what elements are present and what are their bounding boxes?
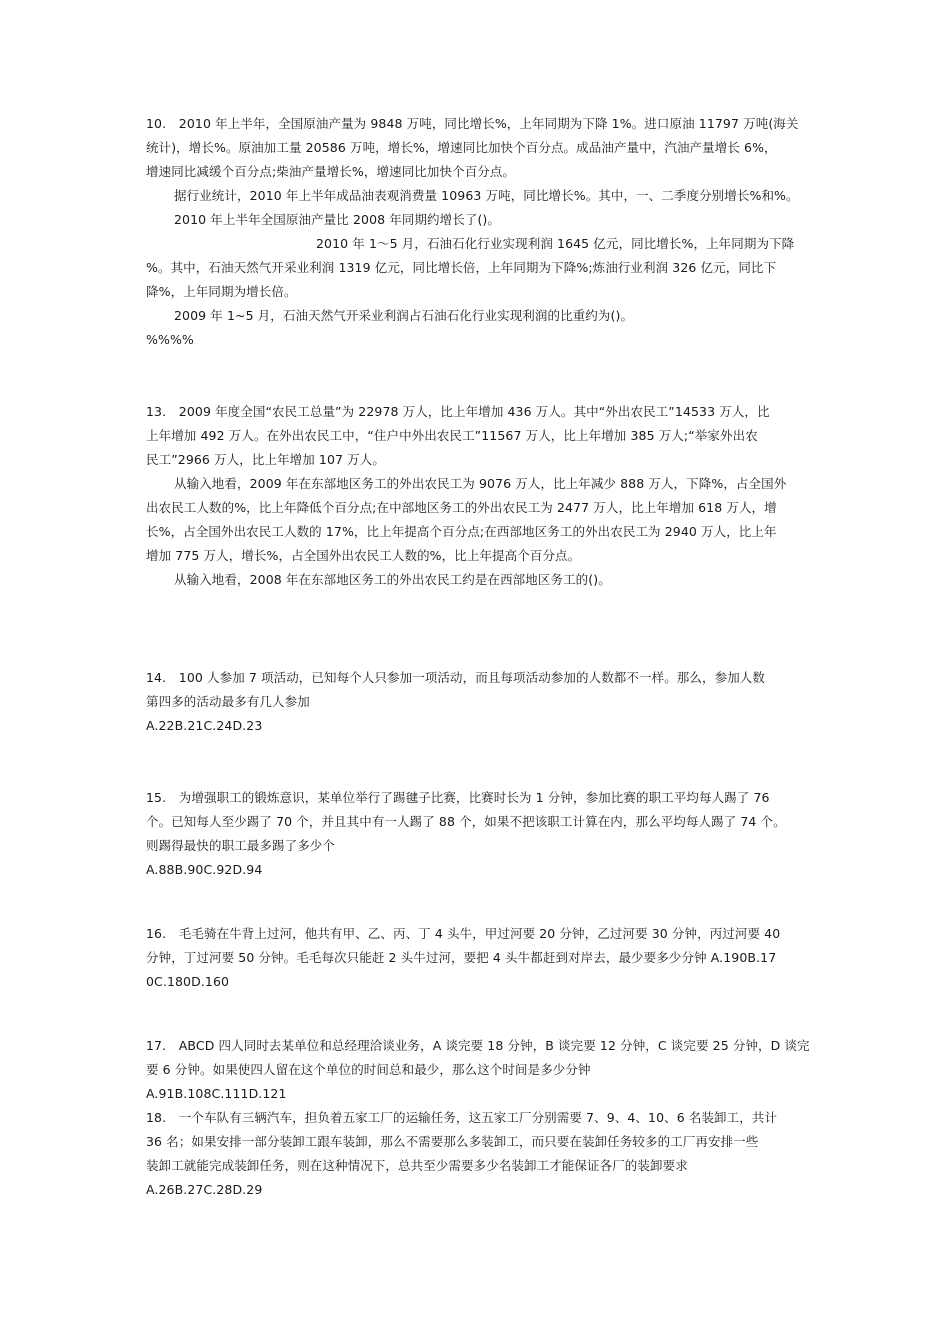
spacer xyxy=(146,994,814,1034)
q18-line: 36 名；如果安排一部分装卸工跟车装卸，那么不需要那么多装卸工，而只要在装卸任务较多的工厂再安排一些 xyxy=(146,1134,759,1149)
q15-line: 个。已知每人至少踢了 70 个，并且其中有一人踢了 88 个，如果不把该职工计算在内，那么平均每人踢了 74 个。 xyxy=(146,814,786,829)
q13-line: 13. 2009 年度全国“农民工总量”为 22978 万人，比上年增加 436 万人。其中“外出农民工”14533 万人，比 xyxy=(146,404,770,419)
q17-options: A.91B.108C.111D.121 xyxy=(146,1086,287,1101)
q13-line: 出农民工人数的%，比上年降低个百分点;在中部地区务工的外出农民工为 2477 万人，比上年增加 618 万人，增 xyxy=(146,500,777,515)
spacer xyxy=(146,640,814,666)
q17-line: 17. ABCD 四人同时去某单位和总经理洽谈业务，A 谈完要 18 分钟，B 谈完要 12 分钟，C 谈完要 25 分钟，D 谈完 xyxy=(146,1038,810,1053)
q10-line: 增速同比减缓个百分点;柴油产量增长%，增速同比加快个百分点。 xyxy=(146,164,516,179)
q10-line: %。其中，石油天然气开采业利润 1319 亿元，同比增长倍，上年同期为下降%;炼油行业利润 326 亿元，同比下 xyxy=(146,260,777,275)
spacer xyxy=(146,352,814,400)
spacer xyxy=(146,592,814,640)
spacer xyxy=(146,882,814,922)
q13-line: 上年增加 492 万人。在外出农民工中，“住户中外出农民工”11567 万人，比上年增加 385 万人;“举家外出农 xyxy=(146,428,758,443)
question-10 xyxy=(146,112,814,352)
q13-line: 民工”2966 万人，比上年增加 107 万人。 xyxy=(146,452,385,467)
q13-line: 从输入地看，2008 年在东部地区务工的外出农民工约是在西部地区务工的()。 xyxy=(174,572,611,587)
question-14 xyxy=(146,666,814,738)
q18-line: 18. 一个车队有三辆汽车，担负着五家工厂的运输任务，这五家工厂分别需要 7、9、4、10、6 名装卸工，共计 xyxy=(146,1110,778,1125)
q10-line: 2010 年 1～5 月，石油石化行业实现利润 1645 亿元，同比增长%，上年同期为下降 xyxy=(316,236,795,251)
q13-line: 增加 775 万人，增长%，占全国外出农民工人数的%，比上年提高个百分点。 xyxy=(146,548,581,563)
q13-line: 从输入地看，2009 年在东部地区务工的外出农民工为 9076 万人，比上年减少 888 万人，下降%，占全国外 xyxy=(174,476,787,491)
question-17 xyxy=(146,1034,814,1106)
q18-line: 装卸工就能完成装卸任务，则在这种情况下，总共至少需要多少名装卸工才能保证各厂的装卸要求 xyxy=(146,1158,688,1173)
q15-line: 则踢得最快的职工最多踢了多少个 xyxy=(146,838,336,853)
q10-line: 2010 年上半年全国原油产量比 2008 年同期约增长了()。 xyxy=(174,212,500,227)
document-page xyxy=(146,112,814,1202)
q10-line: 据行业统计，2010 年上半年成品油表观消费量 10963 万吨，同比增长%。其中，一、二季度分别增长%和%。 xyxy=(174,188,799,203)
q13-line: 长%，占全国外出农民工人数的 17%，比上年提高个百分点;在西部地区务工的外出农民工为 2940 万人，比上年 xyxy=(146,524,777,539)
q10-line: %%%% xyxy=(146,332,194,347)
q10-line: 统计)，增长%。原油加工量 20586 万吨，增长%，增速同比加快个百分点。成品油产量中，汽油产量增长 6%， xyxy=(146,140,777,155)
spacer xyxy=(146,738,814,786)
q15-options: A.88B.90C.92D.94 xyxy=(146,862,263,877)
q10-line: 2009 年 1~5 月，石油天然气开采业利润占石油石化行业实现利润的比重约为()。 xyxy=(174,308,634,323)
q10-line: 降%，上年同期为增长倍。 xyxy=(146,284,297,299)
q16-line: 16. 毛毛骑在牛背上过河，他共有甲、乙、丙、丁 4 头牛，甲过河要 20 分钟，乙过河要 30 分钟，丙过河要 40 xyxy=(146,926,781,941)
question-13 xyxy=(146,400,814,592)
q15-line: 15. 为增强职工的锻炼意识，某单位举行了踢毽子比赛，比赛时长为 1 分钟，参加比赛的职工平均每人踢了 76 xyxy=(146,790,770,805)
q16-line: 0C.180D.160 xyxy=(146,974,230,989)
q16-line: 分钟，丁过河要 50 分钟。毛毛每次只能赶 2 头牛过河，要把 4 头牛都赶到对岸去，最少要多少分钟 A.190B.17 xyxy=(146,950,777,965)
question-15 xyxy=(146,786,814,882)
q17-line: 要 6 分钟。如果使四人留在这个单位的时间总和最少，那么这个时间是多少分钟 xyxy=(146,1062,591,1077)
q14-line: 第四多的活动最多有几人参加 xyxy=(146,694,310,709)
q14-options: A.22B.21C.24D.23 xyxy=(146,718,263,733)
q14-line: 14. 100 人参加 7 项活动，已知每个人只参加一项活动，而且每项活动参加的人数都不一样。那么，参加人数 xyxy=(146,670,766,685)
q18-options: A.26B.27C.28D.29 xyxy=(146,1182,263,1197)
question-18 xyxy=(146,1106,814,1202)
question-16 xyxy=(146,922,814,994)
q10-line: 10. 2010 年上半年，全国原油产量为 9848 万吨，同比增长%，上年同期为下降 1%。进口原油 11797 万吨(海关 xyxy=(146,116,799,131)
